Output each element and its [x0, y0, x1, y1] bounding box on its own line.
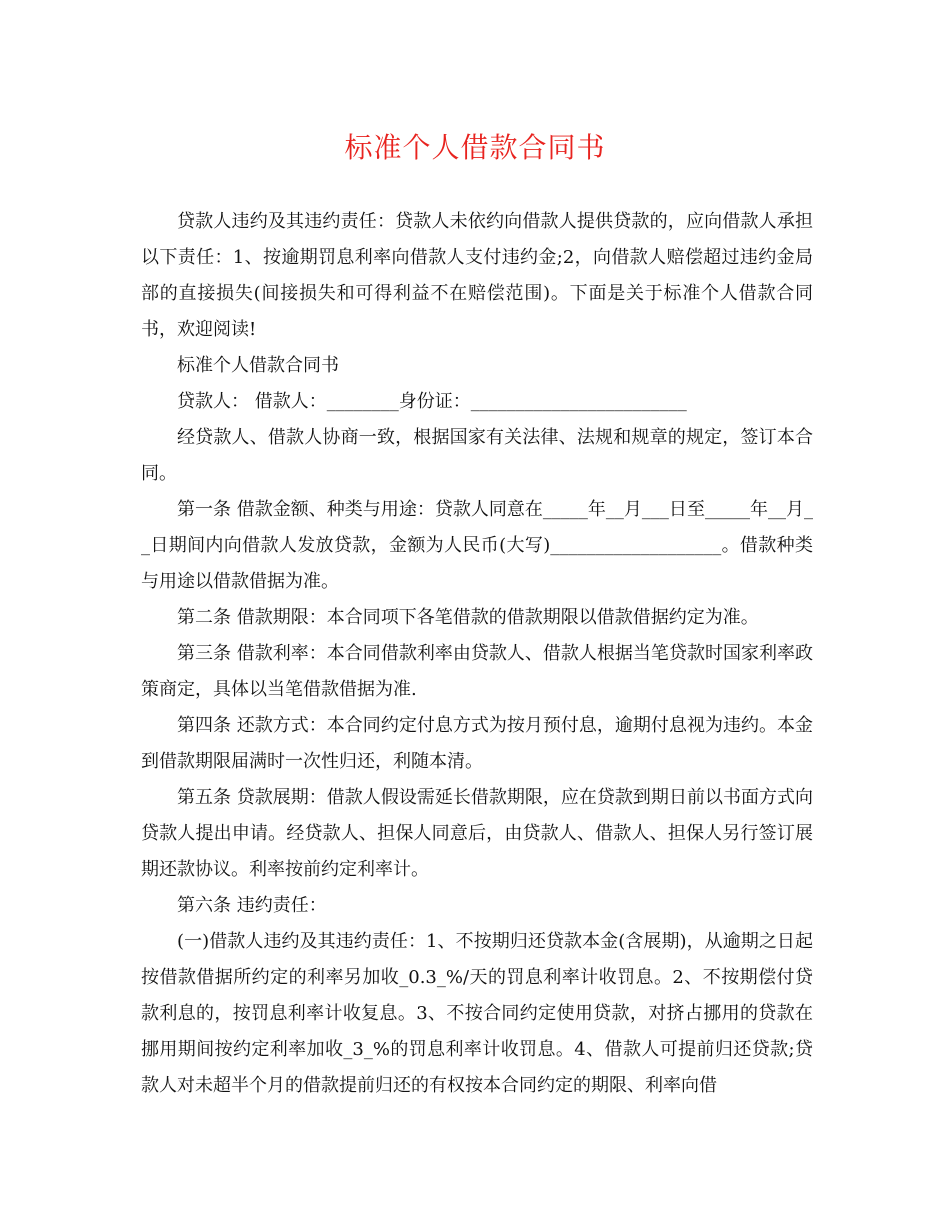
article-1-paragraph: 第一条 借款金额、种类与用途：贷款人同意在_____年__月___日至_____年__月__日期间内向借款人发放贷款，金额为人民币(大写)___________________。借款种类与用途以借款借据为准。	[141, 499, 813, 592]
article-5-paragraph: 第五条 贷款展期：借款人假设需延长借款期限，应在贷款到期日前以书面方式向贷款人提出申请。经贷款人、担保人同意后，由贷款人、借款人、担保人另行签订展期还款协议。利率按前约定利率计。	[141, 787, 813, 880]
article-6-clause-1: (一)借款人违约及其违约责任：1、不按期归还贷款本金(含展期)，从逾期之日起按借款借据所约定的利率另加收_0.3_%/天的罚息利率计收罚息。2、不按期偿付贷款利息的，按罚息利率计收复息。3、不按合同约定使用贷款，对挤占挪用的贷款在挪用期间按约定利率加收_3_%的罚息利率计收罚息。4、借款人可提前归还贷款;贷款人对未超半个月的借款提前归还的有权按本合同约定的期限、利率向借	[141, 931, 813, 1096]
article-3-paragraph: 第三条 借款利率：本合同借款利率由贷款人、借款人根据当笔贷款时国家利率政策商定，具体以当笔借款借据为准.	[141, 643, 813, 700]
article-6-heading: 第六条 违约责任：	[177, 895, 327, 916]
article-4-paragraph: 第四条 还款方式：本合同约定付息方式为按月预付息，逾期付息视为违约。本金到借款期限届满时一次性归还，利随本清。	[141, 715, 813, 772]
article-2-paragraph: 第二条 借款期限：本合同项下各笔借款的借款期限以借款借据约定为准。	[177, 607, 759, 628]
contract-heading: 标准个人借款合同书	[177, 355, 339, 376]
intro-paragraph: 贷款人违约及其违约责任：贷款人未依约向借款人提供贷款的，应向借款人承担以下责任：1、按逾期罚息利率向借款人支付违约金;2，向借款人赔偿超过违约金局部的直接损失(间接损失和可得利益不在赔偿范围)。下面是关于标准个人借款合同书，欢迎阅读!	[141, 211, 813, 340]
parties-line: 贷款人： 借款人：________身份证：________________________	[177, 391, 687, 412]
agreement-paragraph: 经贷款人、借款人协商一致，根据国家有关法律、法规和规章的规定，签订本合同。	[141, 427, 813, 484]
document-body	[141, 204, 813, 1104]
document-title: 标准个人借款合同书	[344, 131, 606, 164]
